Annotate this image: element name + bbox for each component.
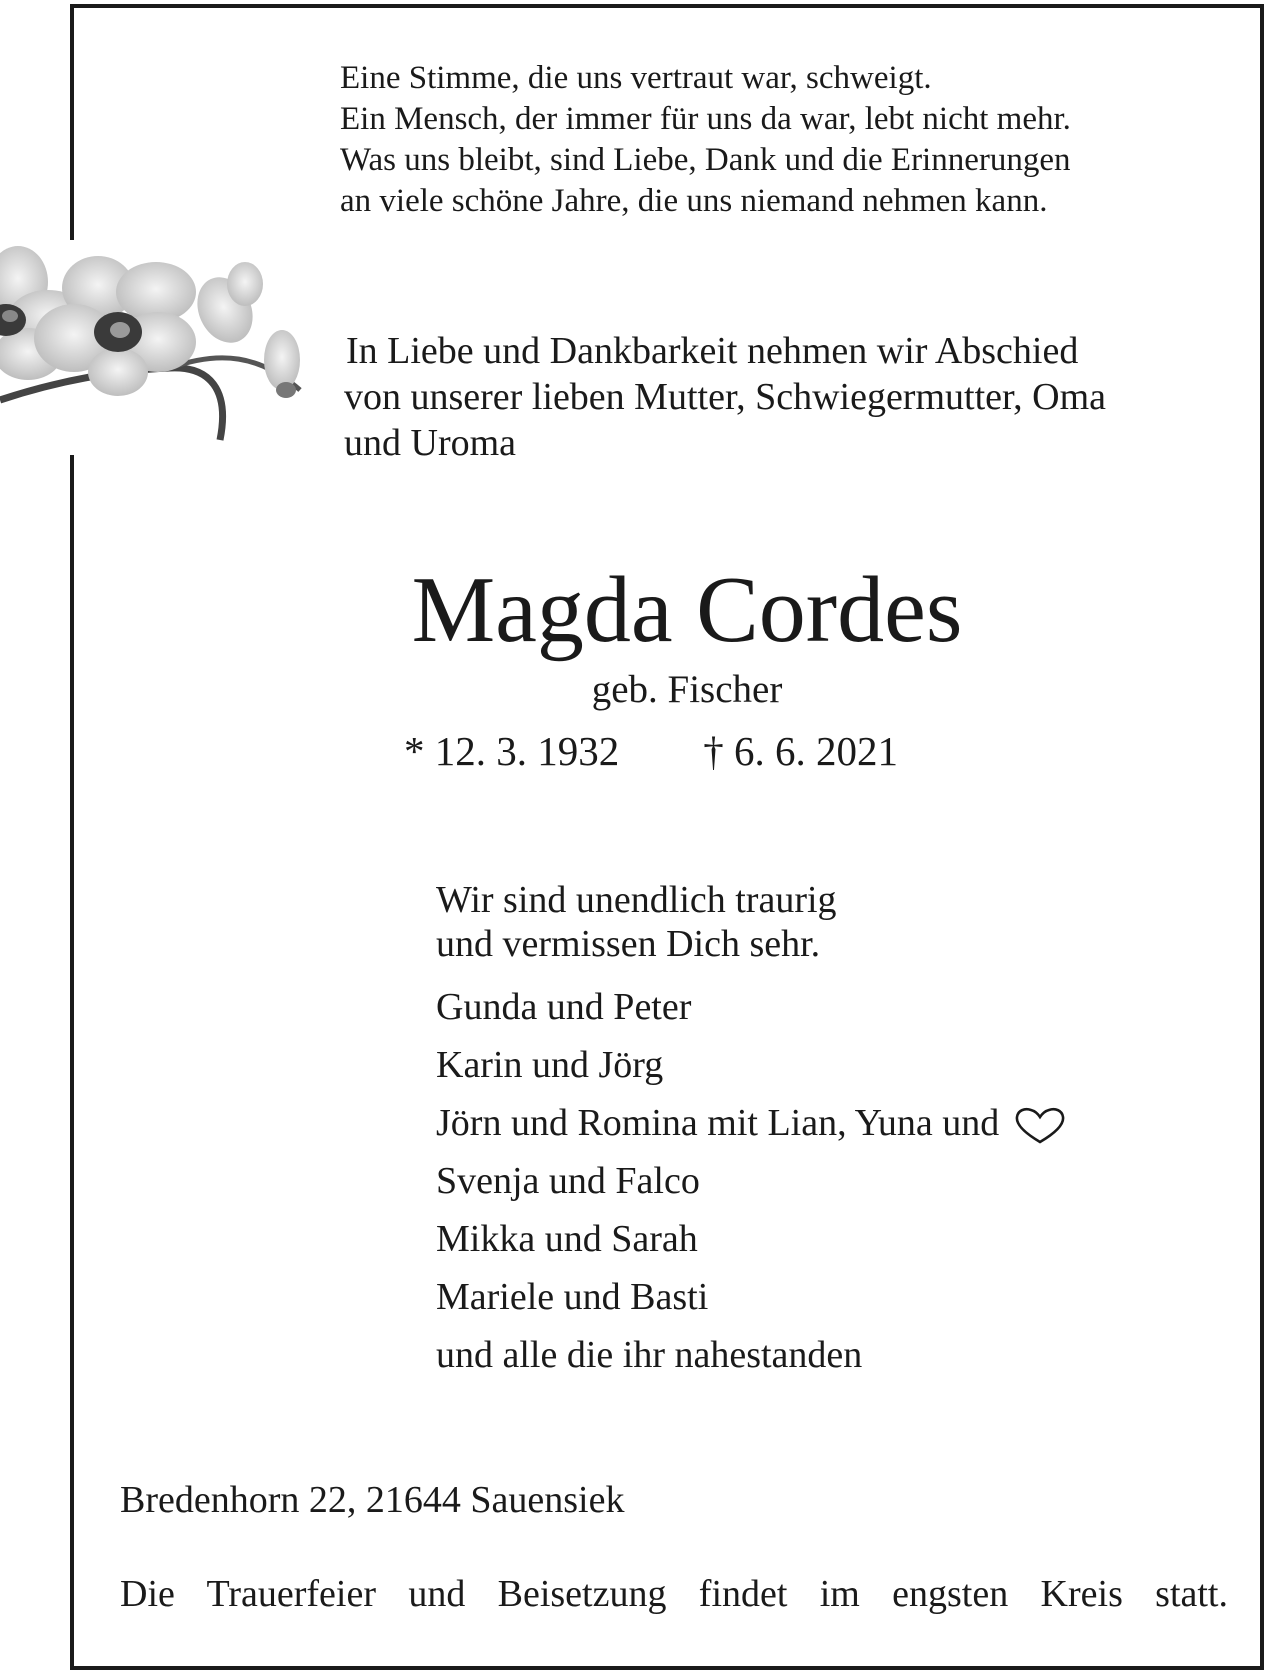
farewell-line: von unserer lieben Mutter, Schwiegermutter, Oma — [344, 376, 1107, 418]
family-member-text: Jörn und Romina mit Lian, Yuna und — [436, 1102, 1000, 1144]
farewell-text — [346, 328, 1106, 466]
grief-line: Wir sind unendlich traurig — [436, 879, 837, 921]
family-member: und alle die ihr nahestanden — [436, 1334, 863, 1376]
deceased-name: Magda Cordes — [411, 558, 963, 662]
orchid-image — [0, 240, 320, 455]
poem-line: an viele schöne Jahre, die uns niemand nehmen kann. — [340, 183, 1048, 219]
heart-outline-icon — [1013, 1106, 1067, 1146]
grief-line: und vermissen Dich sehr. — [436, 923, 821, 965]
poem-line: Was uns bleibt, sind Liebe, Dank und die Erinnerungen — [340, 142, 1071, 178]
farewell-line: In Liebe und Dankbarkeit nehmen wir Abschied — [346, 330, 1079, 372]
birth-date: * 12. 3. 1932 — [404, 728, 620, 774]
farewell-line: und Uroma — [344, 422, 517, 464]
life-dates — [404, 728, 898, 774]
poem-line: Ein Mensch, der immer für uns da war, lebt nicht mehr. — [340, 101, 1071, 137]
poem-line: Eine Stimme, die uns vertraut war, schweigt. — [340, 60, 932, 96]
family-list — [436, 978, 1067, 1384]
birth-name: geb. Fischer — [591, 668, 783, 711]
death-date: † 6. 6. 2021 — [703, 728, 898, 774]
family-member: Gunda und Peter — [436, 986, 692, 1028]
poem — [340, 58, 1071, 222]
orchid-flowers-icon — [0, 240, 320, 455]
ceremony-note: Die Trauerfeier und Beisetzung findet im engsten Kreis statt. — [120, 1573, 1228, 1615]
address: Bredenhorn 22, 21644 Sauensiek — [120, 1479, 625, 1521]
grief-text — [436, 878, 837, 966]
family-member: Svenja und Falco — [436, 1160, 700, 1202]
family-member: Karin und Jörg — [436, 1044, 664, 1086]
family-member — [436, 1094, 1067, 1152]
family-member: Mikka und Sarah — [436, 1218, 698, 1260]
family-member: Mariele und Basti — [436, 1276, 709, 1318]
